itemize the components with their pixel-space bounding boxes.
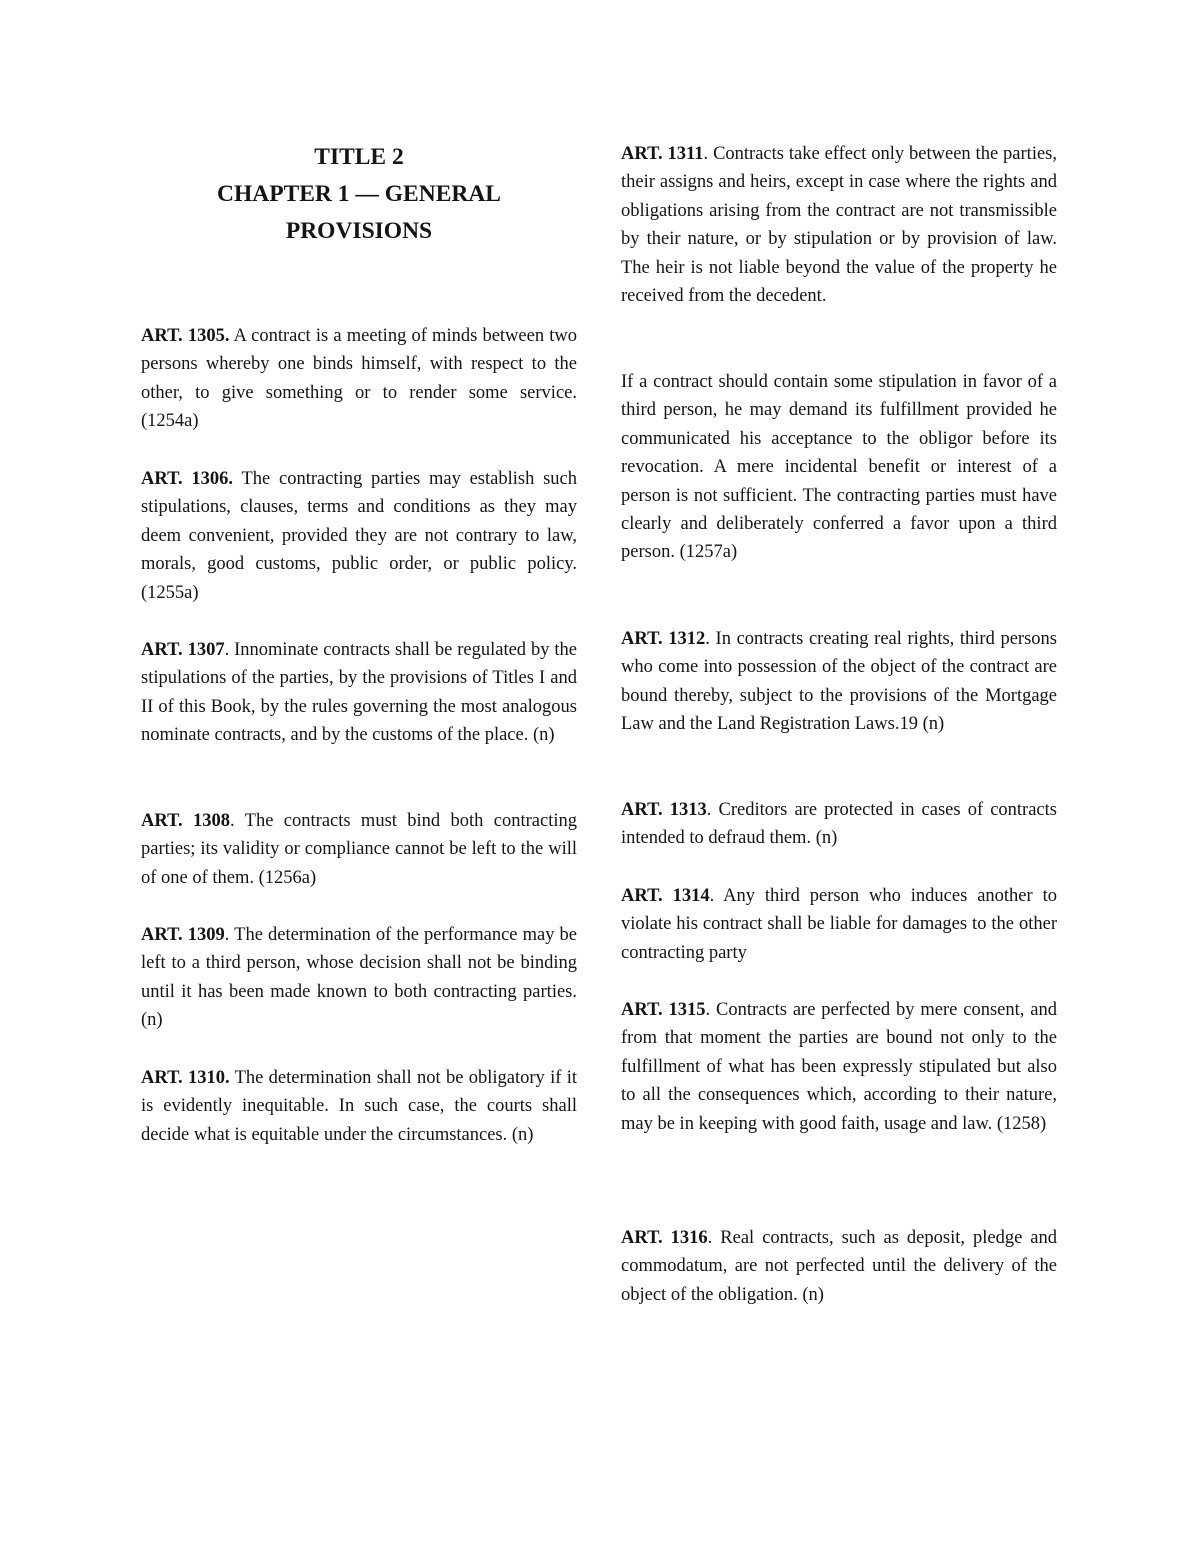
article-1311: [621, 140, 1057, 310]
article-1315: [621, 996, 1057, 1138]
chapter-heading: [141, 139, 577, 250]
article-1313: [621, 796, 1057, 853]
title-line: TITLE 2: [314, 144, 404, 170]
article-1314: [621, 882, 1057, 967]
article-text: If a contract should contain some stipulation in favor of a third person, he may demand its fulfillment provided he communicated his acceptance to the obligor before its revocation. A mere incidental benefit or interest of a person is not sufficient. The contracting parties must have clearly and deliberately conferred a favor upon a third person. (1257a): [621, 372, 1057, 563]
article-label: ART. 1312: [621, 629, 706, 649]
article-1311-continuation: [621, 368, 1057, 567]
article-text: . Creditors are protected in cases of contracts intended to defraud them. (n): [621, 800, 1057, 849]
article-text: . Real contracts, such as deposit, pledge and commodatum, are not perfected until the delivery of the object of the obligation. (n): [621, 1228, 1057, 1305]
article-label: ART. 1305.: [141, 326, 230, 346]
article-text: . Contracts are perfected by mere consent, and from that moment the parties are bound not only to the fulfillment of what has been expressly stipulated but also to all the consequences which, according to their nature, may be in keeping with good faith, usage and law. (1258): [621, 1000, 1057, 1134]
article-1307: [141, 636, 577, 750]
article-text: The contracting parties may establish such stipulations, clauses, terms and conditions as they may deem convenient, provided they are not contrary to law, morals, good customs, public order, or public policy. (1255a): [141, 469, 577, 603]
article-1306: [141, 465, 577, 607]
article-label: ART. 1309: [141, 925, 225, 945]
article-text: . Innominate contracts shall be regulated by the stipulations of the parties, by the provisions of Titles I and II of this Book, by the rules governing the most analogous nominate contracts, and by the customs of the place. (n): [141, 640, 577, 746]
article-label: ART. 1308: [141, 811, 231, 831]
article-text: A contract is a meeting of minds between two persons whereby one binds himself, with respect to the other, to give something or to render some service. (1254a): [141, 326, 577, 432]
article-text: . Contracts take effect only between the parties, their assigns and heirs, except in case where the rights and obligations arising from the contract are not transmissible by their nature, or by stipulation or by provision of law. The heir is not liable beyond the value of the property he received from the decedent.: [621, 144, 1057, 307]
article-label: ART. 1307: [141, 640, 225, 660]
chapter-line: CHAPTER 1 — GENERAL: [217, 181, 501, 207]
article-1312: [621, 625, 1057, 739]
article-label: ART. 1313: [621, 800, 707, 820]
article-label: ART. 1316: [621, 1228, 708, 1248]
article-1308: [141, 807, 577, 892]
article-text: . The contracts must bind both contracting parties; its validity or compliance cannot be left to the will of one of them. (1256a): [141, 811, 577, 888]
article-text: . Any third person who induces another to violate his contract shall be liable for damages to the other contracting party: [621, 886, 1057, 963]
article-text: . In contracts creating real rights, third persons who come into possession of the object of the contract are bound thereby, subject to the provisions of the Mortgage Law and the Land Registration Laws.19 (n): [621, 629, 1057, 735]
article-label: ART. 1310.: [141, 1068, 230, 1088]
chapter-subline: PROVISIONS: [285, 218, 433, 244]
article-label: ART. 1315: [621, 1000, 706, 1020]
article-1305: [141, 322, 577, 436]
article-text: The determination shall not be obligatory if it is evidently inequitable. In such case, the courts shall decide what is equitable under the circumstances. (n): [141, 1068, 577, 1145]
article-1316: [621, 1224, 1057, 1309]
article-text: . The determination of the performance may be left to a third person, whose decision shall not be binding until it has been made known to both contracting parties. (n): [141, 925, 577, 1031]
article-label: ART. 1311: [621, 144, 704, 164]
article-label: ART. 1314: [621, 886, 710, 906]
article-1310: [141, 1064, 577, 1149]
article-label: ART. 1306.: [141, 469, 234, 489]
article-1309: [141, 921, 577, 1035]
